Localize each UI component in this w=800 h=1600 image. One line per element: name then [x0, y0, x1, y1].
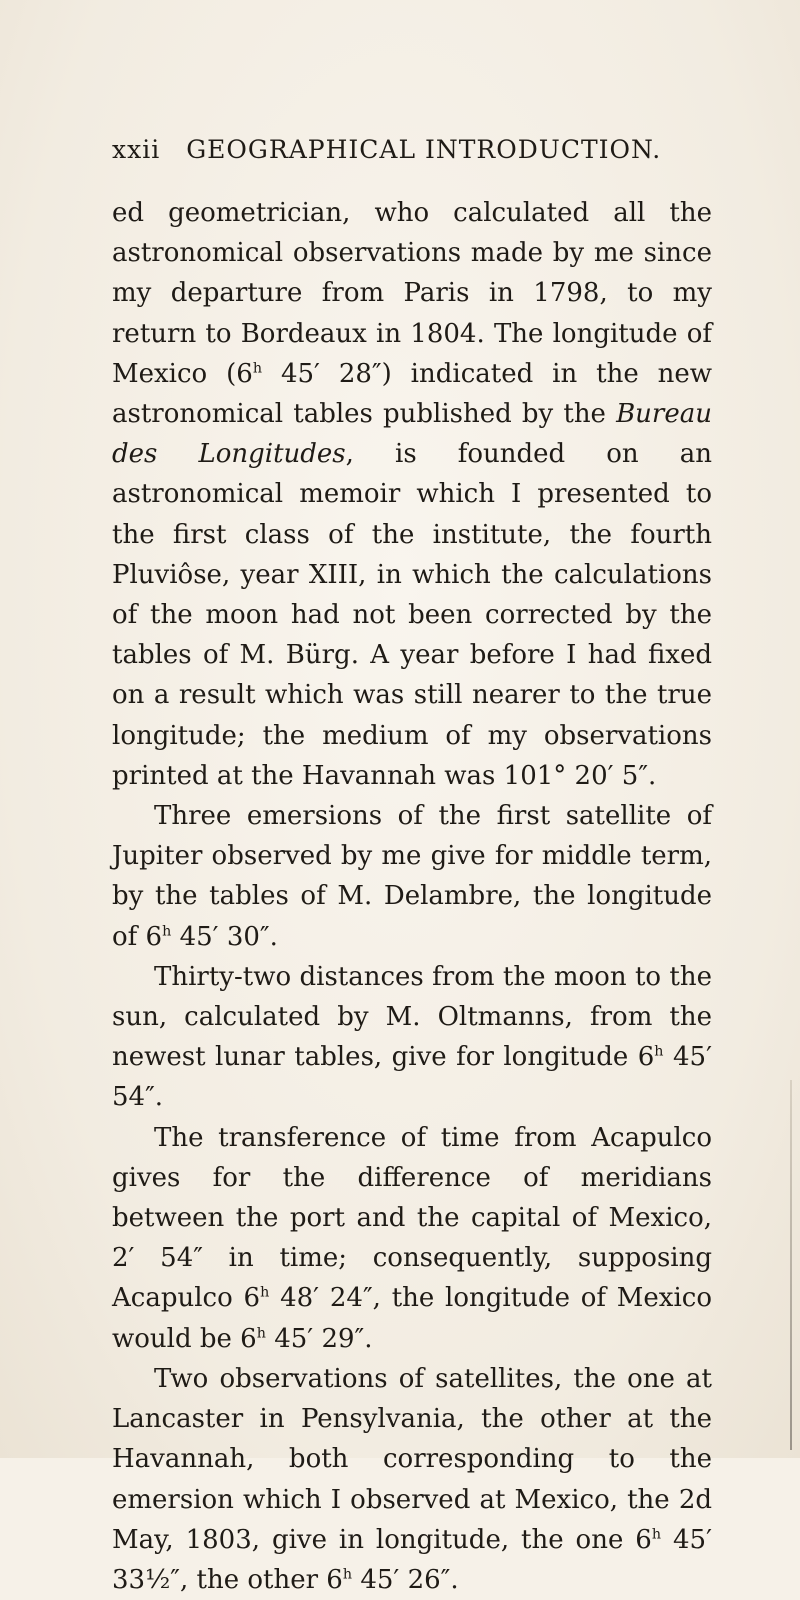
- p5-text-a: Two observations of satellites, the one at Lancaster in Pensylvania, the other at the Havannah, both corresponding to the emersion which I observed at Mexico, the 2d May, 1803, give in longitude, the one 6: [112, 1363, 712, 1555]
- p3-sup-hour: h: [654, 1043, 664, 1060]
- p1-sup-hour: h: [252, 360, 263, 377]
- p4-text-a: The transference of time from Acapulco gives for the difference of meridians between the port and the capital of Mexico, 2′ 54″ in time; consequently, supposing Acapulco 6: [112, 1122, 712, 1314]
- p2-sup-hour: h: [162, 923, 172, 939]
- paragraph-4: [112, 1118, 712, 1359]
- running-title: GEOGRAPHICAL INTRODUCTION.: [186, 135, 662, 164]
- p1-text-a: ed geometrician, who calculated all the astronomical observations made by me since my departure from Paris in 1798, to my return to Bordeaux in 1804. The longitude of Mexico (6: [112, 198, 712, 389]
- p1-text-c: , is founded on an astronomical memoir which I presented to the first class of the institute, the fourth Pluviôse, year XIII, in which the calculations of the moon had not been corrected by the tables of M. Bürg. A year before I had fixed on a result which was still nearer to the true longitude; the medium of my observations printed at the Havannah was 101° 20′ 5″.: [112, 439, 712, 791]
- page-number: xxii: [112, 135, 161, 164]
- running-header: [112, 135, 712, 164]
- p4-text-b: 48′ 24″, the longitude of Mexico would be 6: [112, 1283, 712, 1354]
- paragraph-2: [112, 796, 712, 957]
- p3-text-a: Thirty-two distances from the moon to the sun, calculated by M. Oltmanns, from the newest lunar tables, give for longitude 6: [112, 961, 712, 1073]
- p5-text-c: 45′ 26″.: [352, 1564, 459, 1595]
- p1-text-b: 45′ 28″) indicated in the new astronomical tables published by the: [112, 358, 713, 430]
- p5-sup-hour-1: h: [651, 1526, 662, 1543]
- p2-text-b: 45′ 30″.: [171, 921, 278, 952]
- p1-italic-bureau: Bureau des Longitudes: [112, 399, 712, 470]
- body-text: [112, 193, 712, 1600]
- p2-text-a: Three emersions of the first satellite of Jupiter observed by me give for middle term, by the tables of M. Delambre, the longitude of 6: [112, 801, 712, 952]
- p4-text-c: 45′ 29″.: [265, 1323, 373, 1354]
- p3-text-b: 45′ 54″.: [112, 1042, 712, 1113]
- paragraph-1: [112, 193, 712, 796]
- p4-sup-hour-2: h: [256, 1325, 266, 1342]
- p4-sup-hour-1: h: [260, 1284, 270, 1301]
- page-edge-shadow: [790, 1080, 792, 1450]
- p5-sup-hour-2: h: [342, 1566, 353, 1583]
- p5-text-b: 45′ 33½″, the other 6: [112, 1524, 712, 1595]
- paragraph-3: [112, 957, 712, 1118]
- paragraph-5: [112, 1359, 712, 1600]
